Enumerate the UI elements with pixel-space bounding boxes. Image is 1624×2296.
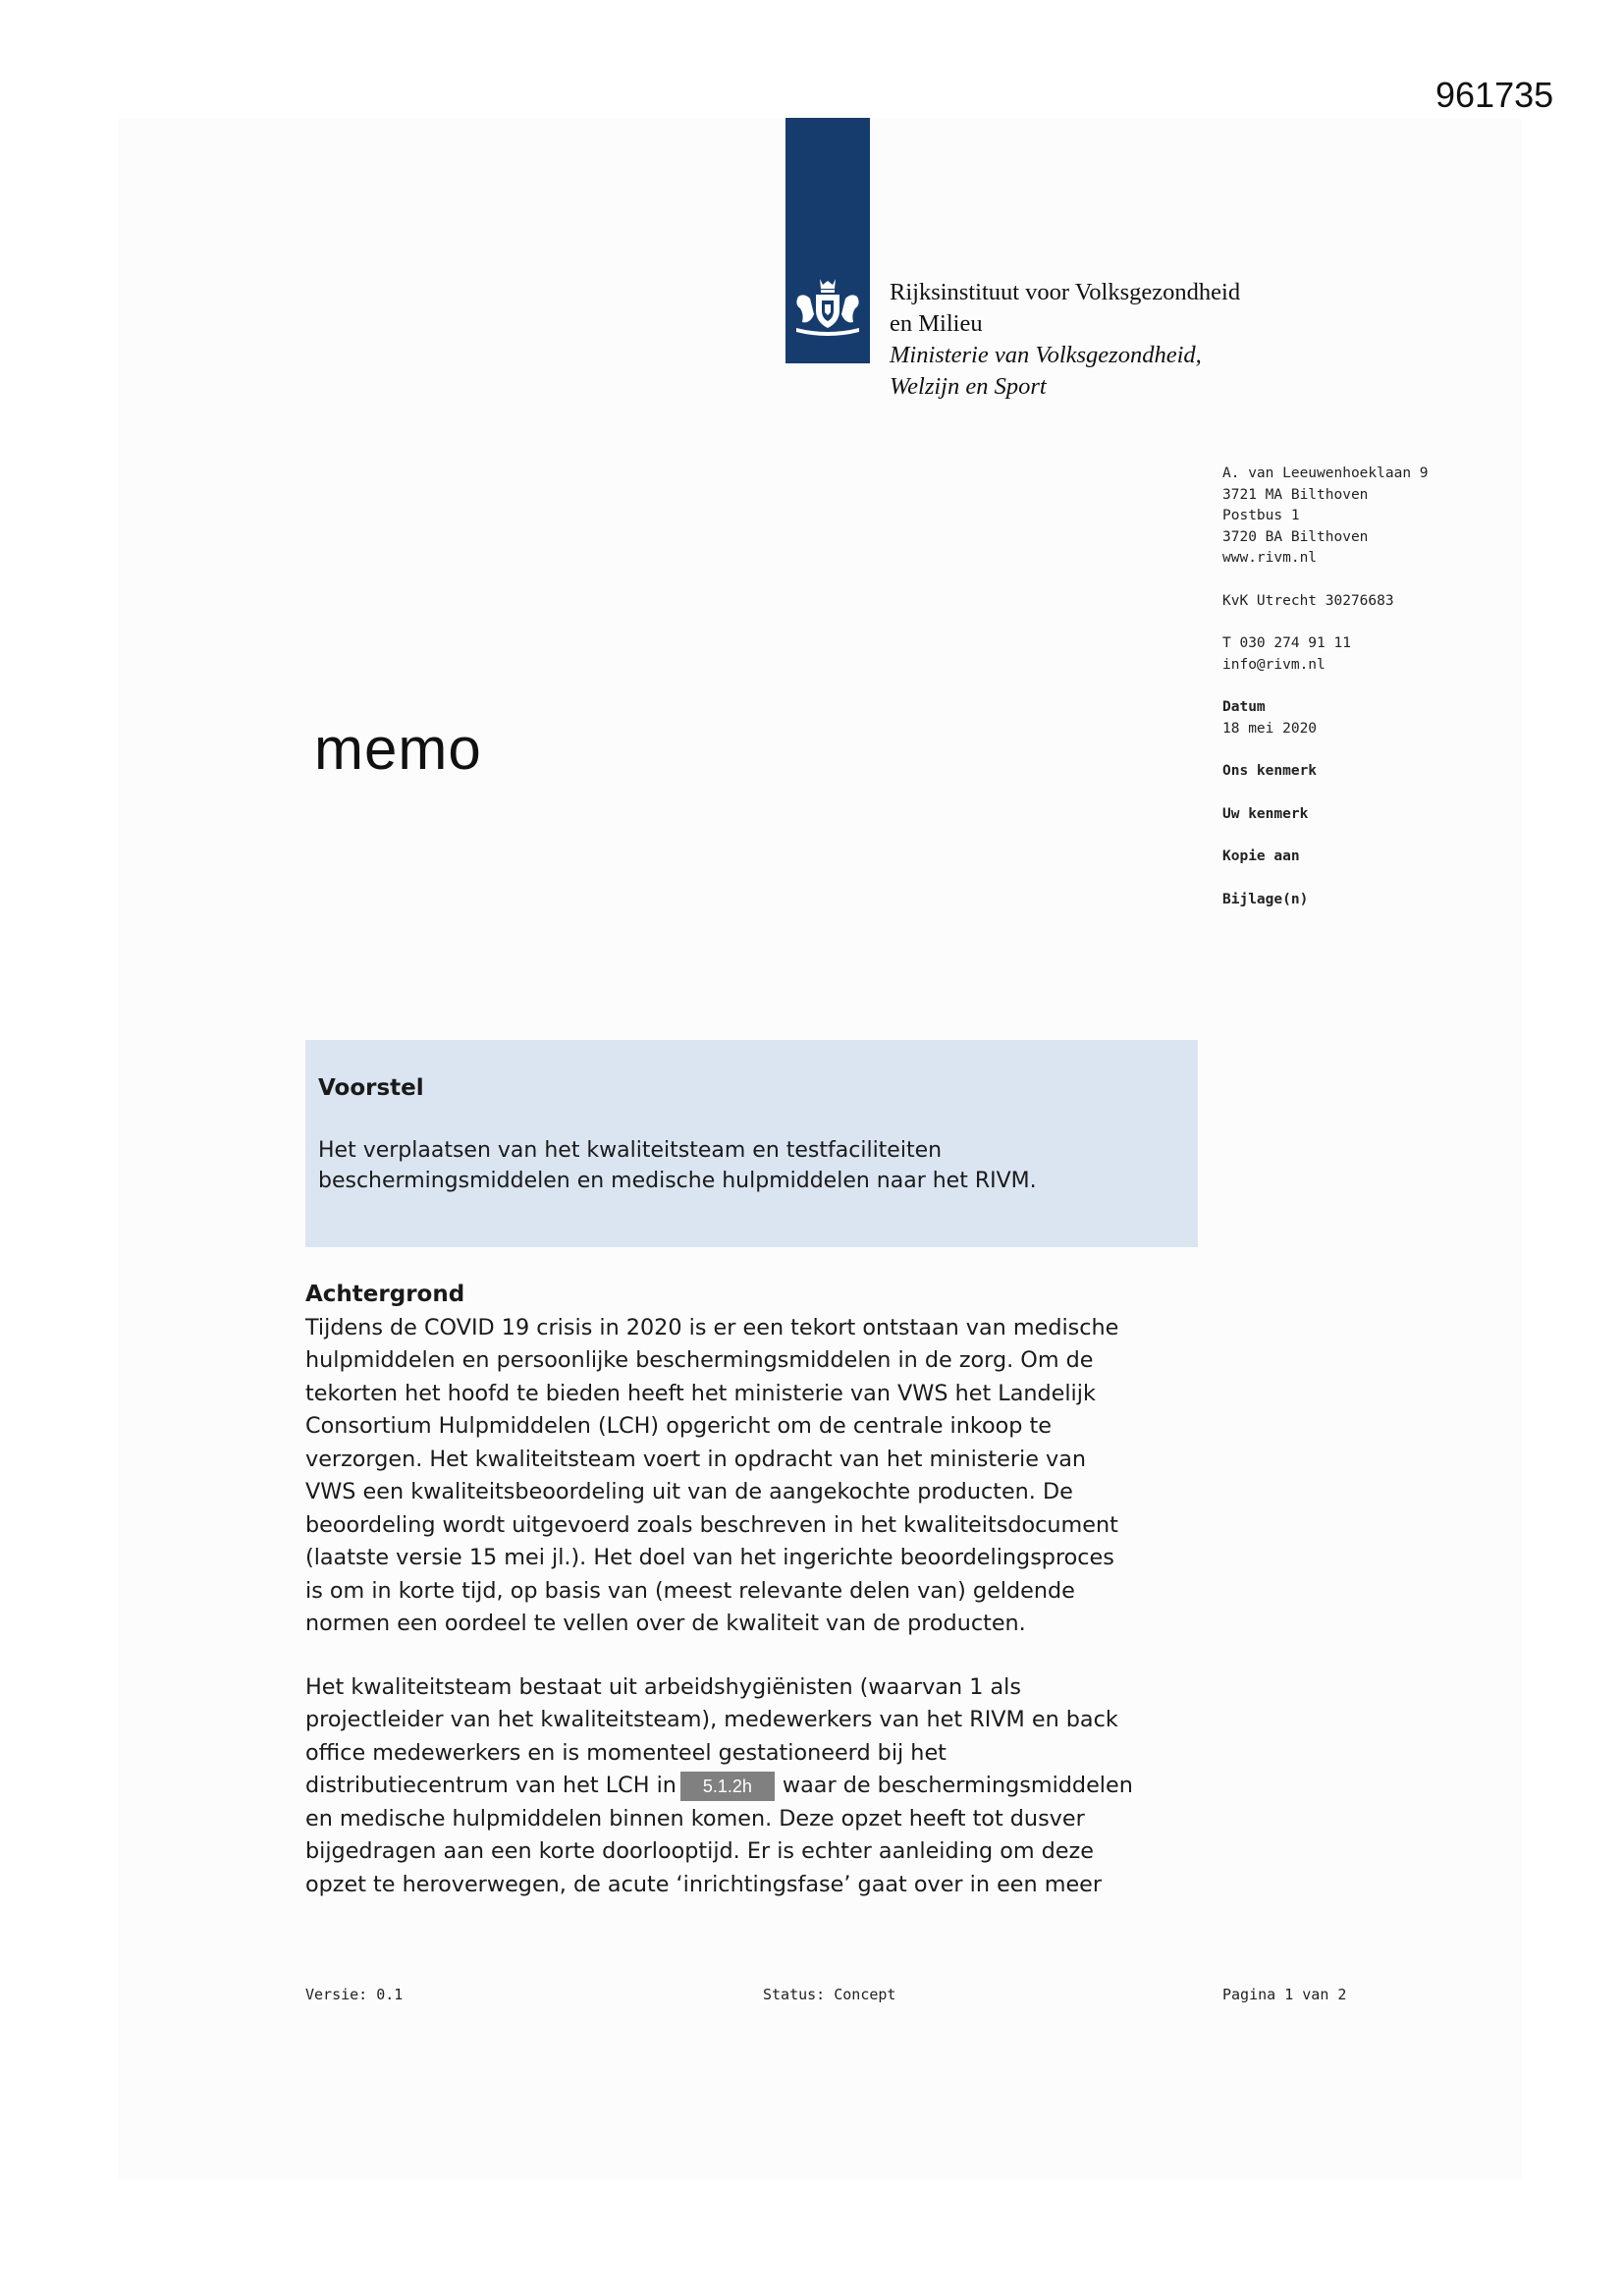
address-street: A. van Leeuwenhoeklaan 9 <box>1222 465 1429 481</box>
datum-label: Datum <box>1222 699 1266 715</box>
paragraph-line: normen een oordeel te vellen over de kwaliteit van de producten. <box>305 1611 1026 1636</box>
paragraph-line: VWS een kwaliteitsbeoordeling uit van de aangekochte producten. De <box>305 1479 1073 1504</box>
paragraph-line: hulpmiddelen en persoonlijke beschermingsmiddelen in de zorg. Om de <box>305 1347 1094 1373</box>
address-kvk: KvK Utrecht 30276683 <box>1222 592 1394 609</box>
memo-title: memo <box>314 716 482 782</box>
footer-status: Status: Concept <box>763 1986 896 2003</box>
royal-crest-icon <box>790 275 865 338</box>
address-postcode: 3721 MA Bilthoven <box>1222 486 1369 503</box>
paragraph-line: (laatste versie 15 mei jl.). Het doel van het ingerichte beoordelingsproces <box>305 1545 1114 1570</box>
paragraph-line: en medische hulpmiddelen binnen komen. Deze opzet heeft tot dusver <box>305 1805 1085 1831</box>
achtergrond-heading: Achtergrond <box>305 1282 465 1307</box>
org-line-3: Ministerie van Volksgezondheid, <box>890 342 1202 368</box>
ons-kenmerk-label: Ons kenmerk <box>1222 763 1318 779</box>
uw-kenmerk-label: Uw kenmerk <box>1222 805 1309 822</box>
organisation-name <box>890 277 1302 403</box>
address-web: www.rivm.nl <box>1222 550 1318 566</box>
achtergrond-paragraph-1 <box>305 1312 1209 1641</box>
paragraph-line: bijgedragen aan een korte doorlooptijd. Er is echter aanleiding om deze <box>305 1838 1094 1864</box>
footer-versie: Versie: 0.1 <box>305 1986 404 2003</box>
paragraph-line: Consortium Hulpmiddelen (LCH) opgericht om de centrale inkoop te <box>305 1413 1052 1439</box>
paragraph-line: verzorgen. Het kwaliteitsteam voert in opdracht van het ministerie van <box>305 1446 1087 1472</box>
paragraph-line: office medewerkers en is momenteel gestationeerd bij het <box>305 1739 947 1766</box>
voorstel-line-2: beschermingsmiddelen en medische hulpmiddelen naar het RIVM. <box>318 1169 1037 1193</box>
address-phone: T 030 274 91 11 <box>1222 635 1351 651</box>
achtergrond-paragraph-2 <box>305 1671 1209 1902</box>
address-postbus-code: 3720 BA Bilthoven <box>1222 528 1369 545</box>
achtergrond-section <box>305 1279 1209 1901</box>
address-block <box>1222 464 1478 910</box>
paragraph-line: beoordeling wordt uitgevoerd zoals beschreven in het kwaliteitsdocument <box>305 1511 1118 1538</box>
org-line-4: Welzijn en Sport <box>890 373 1047 400</box>
org-line-2: en Milieu <box>890 310 983 337</box>
voorstel-heading: Voorstel <box>318 1075 424 1101</box>
paragraph-line: is om in korte tijd, op basis van (meest relevante delen van) geldende <box>305 1577 1075 1604</box>
bijlagen-label: Bijlage(n) <box>1222 891 1309 907</box>
paragraph-line-redacted <box>305 1770 1209 1803</box>
org-line-1: Rijksinstituut voor Volksgezondheid <box>890 279 1241 305</box>
address-postbus: Postbus 1 <box>1222 508 1300 523</box>
datum-value: 18 mei 2020 <box>1222 720 1318 737</box>
voorstel-line-1: Het verplaatsen van het kwaliteitsteam en testfaciliteiten <box>318 1138 943 1163</box>
paragraph-line: opzet te heroverwegen, de acute ‘inrichtingsfase’ gaat over in een meer <box>305 1871 1103 1897</box>
paragraph-line: Tijdens de COVID 19 crisis in 2020 is er een tekort ontstaan van medische <box>305 1314 1119 1340</box>
document-id: 961735 <box>1435 75 1554 115</box>
kopie-aan-label: Kopie aan <box>1222 848 1300 864</box>
paragraph-line: Het kwaliteitsteam bestaat uit arbeidshygiënisten (waarvan 1 als <box>305 1673 1021 1700</box>
voorstel-box <box>305 1040 1198 1247</box>
voorstel-text <box>318 1135 1182 1196</box>
line-text-before: distributiecentrum van het LCH in <box>305 1773 677 1798</box>
address-email: info@rivm.nl <box>1222 656 1326 673</box>
paragraph-line: tekorten het hoofd te bieden heeft het ministerie van VWS het Landelijk <box>305 1380 1096 1406</box>
paragraph-line: projectleider van het kwaliteitsteam), medewerkers van het RIVM en back <box>305 1707 1118 1732</box>
line-text-after: waar de beschermingsmiddelen <box>782 1773 1133 1798</box>
redaction-label: 5.1.2h <box>680 1772 775 1801</box>
footer-pagina: Pagina 1 van 2 <box>1222 1986 1347 2003</box>
